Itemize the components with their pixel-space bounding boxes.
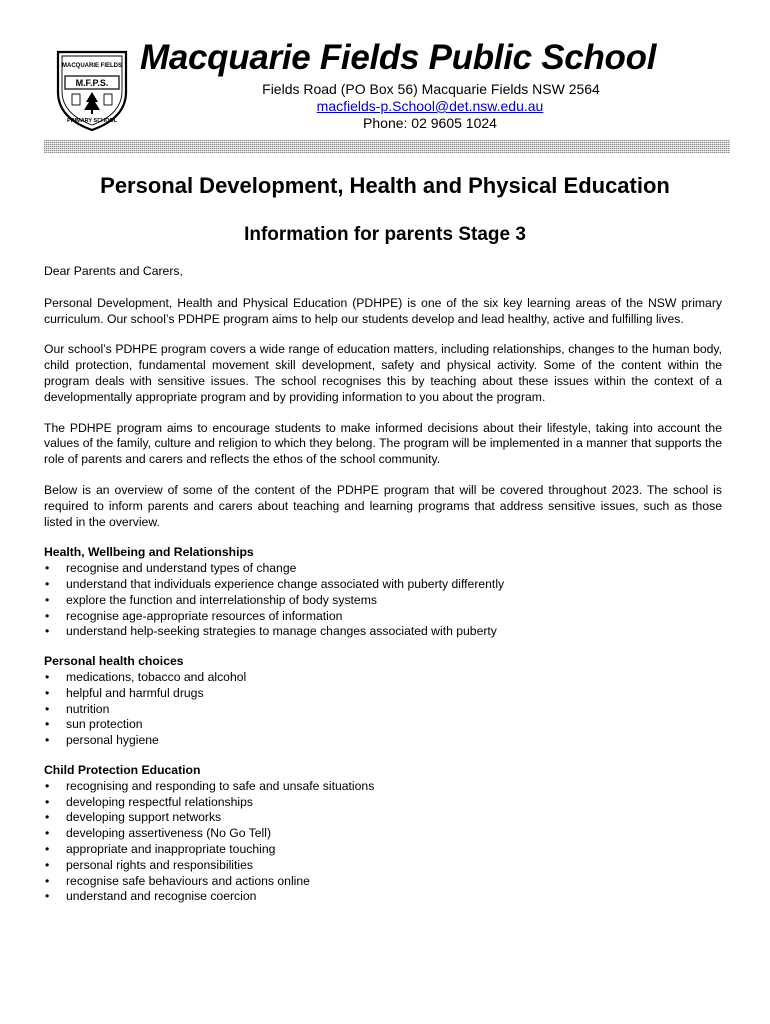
list-item: • recognise age-appropriate resources of information <box>44 609 722 625</box>
paragraph: Our school’s PDHPE program covers a wide range of education matters, including relationships, changes to the human body, child protection, fundamental movement skill development, safety and physical activity. Some of the content within the program deals with sensitive issues. The school recognises this by teaching about these issues within the context of a developmentally appropriate program and by providing information to you about the program. <box>44 342 722 404</box>
list-item: • understand help-seeking strategies to manage changes associated with puberty <box>44 624 722 640</box>
header-divider <box>44 140 730 153</box>
logo-bottom-text: PRIMARY SCHOOL <box>66 118 118 124</box>
list-item: • explore the function and interrelationship of body systems <box>44 593 722 609</box>
school-phone: Phone: 02 9605 1024 <box>363 115 497 131</box>
list-item: • sun protection <box>44 717 722 733</box>
contact-block <box>140 81 700 132</box>
paragraph: Below is an overview of some of the content of the PDHPE program that will be covered throughout 2023. The school is required to inform parents and carers about teaching and learning programs that address sensitive issues, such as those listed in the overview. <box>44 482 722 529</box>
list-item: • understand that individuals experience change associated with puberty differently <box>44 577 722 593</box>
list-item: • appropriate and inappropriate touching <box>44 842 722 858</box>
school-email-link[interactable]: macfields-p.School@det.nsw.edu.au <box>316 98 544 114</box>
letter-body <box>44 264 722 919</box>
section-heading: Health, Wellbeing and Relationships <box>44 545 254 560</box>
list-item: • nutrition <box>44 702 722 718</box>
list-item: • personal hygiene <box>44 733 722 749</box>
greeting: Dear Parents and Carers, <box>44 264 183 278</box>
paragraph: Personal Development, Health and Physical Education (PDHPE) is one of the six key learning areas of the NSW primary curriculum. Our school’s PDHPE program aims to help our students develop and lead healthy, active and fulfilling lives. <box>44 295 722 326</box>
document-title: Personal Development, Health and Physical Education <box>100 173 670 198</box>
list-item: • helpful and harmful drugs <box>44 686 722 702</box>
school-name: Macquarie Fields Public School <box>140 38 657 77</box>
list-item: • developing respectful relationships <box>44 795 722 811</box>
list-item: • recognise and understand types of change <box>44 561 722 577</box>
school-crest-logo <box>50 40 134 132</box>
list-item: • recognise safe behaviours and actions online <box>44 874 722 890</box>
logo-top-text: MACQUARIE FIELDS <box>62 63 122 69</box>
list-item: • understand and recognise coercion <box>44 889 722 905</box>
paragraph: The PDHPE program aims to encourage students to make informed decisions about their lifestyle, taking into account the values of the family, culture and religion to which they belong. The program will be implemented in a manner that supports the role of parents and carers and reflects the ethos of the school community. <box>44 420 722 467</box>
list-item: • medications, tobacco and alcohol <box>44 670 722 686</box>
school-address: Fields Road (PO Box 56) Macquarie Fields NSW 2564 <box>262 81 600 97</box>
list-item: • recognising and responding to safe and unsafe situations <box>44 779 722 795</box>
section-heading: Personal health choices <box>44 654 184 669</box>
document-subtitle: Information for parents Stage 3 <box>244 224 526 245</box>
bullet-list <box>44 561 722 640</box>
section-heading: Child Protection Education <box>44 762 201 777</box>
list-item: • developing support networks <box>44 810 722 826</box>
bullet-list <box>44 779 722 905</box>
logo-initials: M.F.P.S. <box>75 78 109 88</box>
list-item: • developing assertiveness (No Go Tell) <box>44 826 722 842</box>
bullet-list <box>44 670 722 749</box>
list-item: • personal rights and responsibilities <box>44 858 722 874</box>
